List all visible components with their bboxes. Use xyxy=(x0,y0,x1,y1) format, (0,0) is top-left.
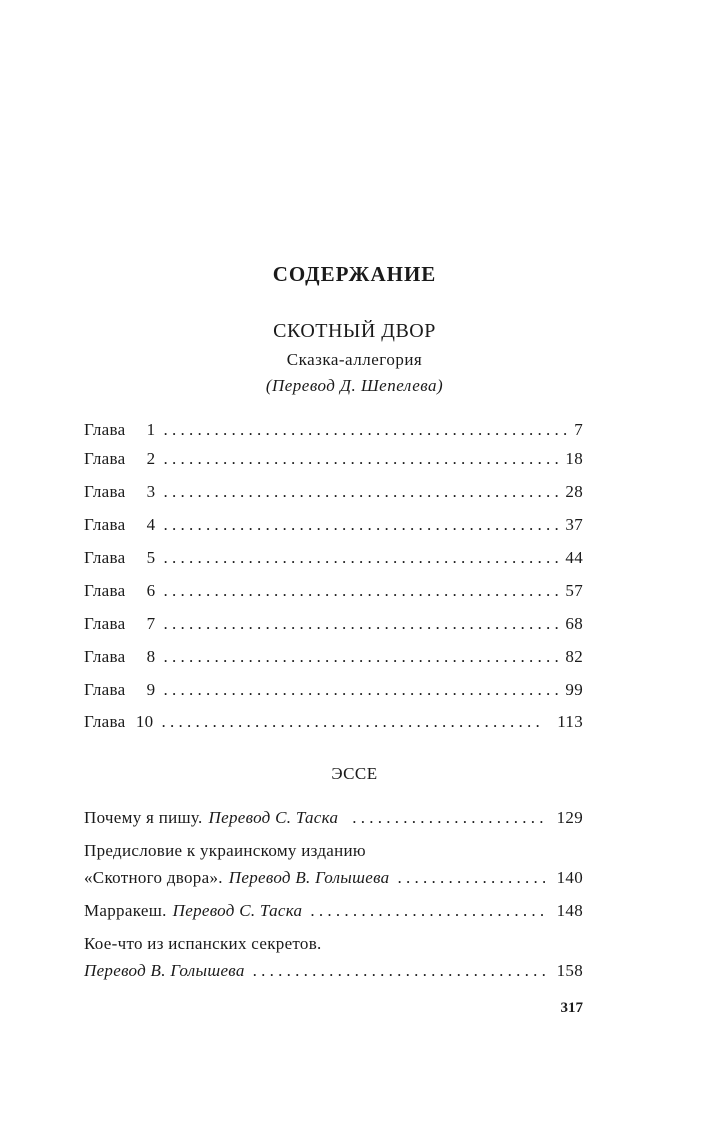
toc-entry-chapter-10[interactable] xyxy=(84,712,583,732)
chapter-number: 7 xyxy=(146,614,156,633)
essay-translator: Перевод В. Голышева xyxy=(84,961,245,980)
essay-translator: Перевод В. Голышева xyxy=(228,868,390,887)
essay-title: Почему я пишу. xyxy=(84,808,203,827)
page-number: 68 xyxy=(565,614,583,633)
chapter-label: Глава xyxy=(84,482,126,501)
toc-entry-chapter-3[interactable] xyxy=(84,482,583,502)
chapter-number: 5 xyxy=(146,548,156,567)
work-title: СКОТНЫЙ ДВОР xyxy=(273,320,436,342)
chapter-label: Глава xyxy=(84,581,126,600)
page-number: 37 xyxy=(565,515,583,534)
essay-title-line: Предисловие к украинскому изданию xyxy=(84,841,366,860)
toc-entry-essay-1[interactable] xyxy=(84,808,583,828)
dot-leader xyxy=(163,581,563,601)
chapter-number: 6 xyxy=(146,581,156,600)
chapter-number: 4 xyxy=(146,515,156,534)
dot-leader xyxy=(253,961,545,981)
toc-entry-essay-3[interactable] xyxy=(84,901,583,921)
toc-entry-essay-2[interactable] xyxy=(84,868,583,888)
essay-title: «Скотного двора». xyxy=(84,868,223,887)
page-number: 28 xyxy=(565,482,583,501)
dot-leader xyxy=(397,868,544,888)
dot-leader xyxy=(163,548,563,568)
chapter-label: Глава xyxy=(84,680,126,699)
chapter-label: Глава xyxy=(84,548,126,567)
toc-entry-chapter-7[interactable] xyxy=(84,614,583,634)
dot-leader xyxy=(163,420,572,440)
toc-entry-chapter-6[interactable] xyxy=(84,581,583,601)
page-number: 113 xyxy=(557,712,583,731)
dot-leader xyxy=(310,901,544,921)
page-title: СОДЕРЖАНИЕ xyxy=(272,262,437,286)
work-translator: (Перевод Д. Шепелева) xyxy=(265,376,444,395)
dot-leader xyxy=(161,712,545,732)
chapter-number: 10 xyxy=(135,712,154,731)
essay-translator: Перевод С. Таска xyxy=(172,901,303,920)
dot-leader xyxy=(163,614,563,634)
dot-leader xyxy=(163,647,563,667)
page-number: 140 xyxy=(556,868,583,887)
toc-entry-chapter-8[interactable] xyxy=(84,647,583,667)
toc-entry-chapter-9[interactable] xyxy=(84,680,583,700)
dot-leader xyxy=(163,449,563,469)
page-folio: 317 xyxy=(560,1000,583,1016)
essay-title-line: Кое-что из испанских секретов. xyxy=(84,934,322,953)
section-heading-essays: ЭССЕ xyxy=(331,764,378,783)
toc-entry-chapter-5[interactable] xyxy=(84,548,583,568)
chapter-number: 8 xyxy=(146,647,156,666)
page-number: 44 xyxy=(565,548,583,567)
toc-entry-chapter-1[interactable] xyxy=(84,420,583,440)
page-number: 148 xyxy=(556,901,583,920)
toc-entry-chapter-4[interactable] xyxy=(84,515,583,535)
chapter-label: Глава xyxy=(84,420,126,439)
page-number: 99 xyxy=(565,680,583,699)
chapter-label: Глава xyxy=(84,712,126,731)
page-number: 158 xyxy=(556,961,583,980)
chapter-number: 3 xyxy=(146,482,156,501)
essay-title: Марракеш. xyxy=(84,901,167,920)
page-number: 7 xyxy=(574,420,583,439)
dot-leader xyxy=(352,808,544,828)
dot-leader xyxy=(163,515,563,535)
page-number: 57 xyxy=(565,581,583,600)
chapter-number: 9 xyxy=(146,680,156,699)
essay-translator: Перевод С. Таска xyxy=(208,808,339,827)
page-number: 18 xyxy=(565,449,583,468)
chapter-number: 2 xyxy=(146,449,156,468)
work-subtitle: Сказка-аллегория xyxy=(286,350,423,369)
chapter-number: 1 xyxy=(146,420,156,439)
page-number: 129 xyxy=(556,808,583,827)
chapter-label: Глава xyxy=(84,515,126,534)
page-number: 82 xyxy=(565,647,583,666)
chapter-label: Глава xyxy=(84,449,126,468)
dot-leader xyxy=(163,680,563,700)
chapter-label: Глава xyxy=(84,614,126,633)
toc-entry-chapter-2[interactable] xyxy=(84,449,583,469)
dot-leader xyxy=(163,482,563,502)
toc-entry-essay-4[interactable] xyxy=(84,961,583,981)
chapter-label: Глава xyxy=(84,647,126,666)
